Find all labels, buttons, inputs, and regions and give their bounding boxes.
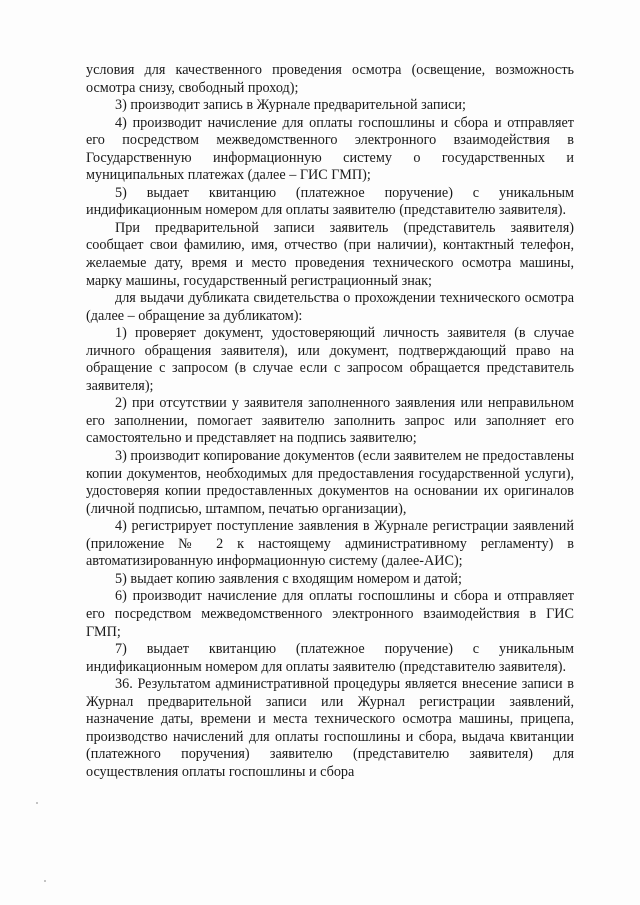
paragraph-dup-item-7: 7) выдает квитанцию (платежное поручение) с уникальным индификационным номером для оплаты заявителю (представителю заявителя). <box>86 641 574 675</box>
paragraph-dup-item-1: 1) проверяет документ, удостоверяющий личность заявителя (в случае личного обращения заявителя), или документ, подтверждающий право на обращение с запросом (в случае если с запросом обращается представитель заявителя); <box>86 325 574 394</box>
scan-speck <box>36 802 38 804</box>
paragraph-continuation: условия для качественного проведения осмотра (освещение, возможность осмотра снизу, свободный проход); <box>86 62 574 96</box>
paragraph-preregistration: При предварительной записи заявитель (представитель заявителя) сообщает свои фамилию, имя, отчество (при наличии), контактный телефон, желаемые дату, время и место проведения технического осмотра машины, марку машины, государственный регистрационный знак; <box>86 219 574 289</box>
paragraph-dup-item-2: 2) при отсутствии у заявителя заполненного заявления или неправильном его заполнении, помогает заявителю заполнить запрос или заполняет его самостоятельно и представляет на подпись заявителю; <box>86 395 574 447</box>
paragraph-dup-item-5: 5) выдает копию заявления с входящим номером и датой; <box>115 570 462 587</box>
paragraph-item-4-charge: 4) производит начисление для оплаты госпошлины и сбора и отправляет его посредством межведомственного электронного взаимодействия в Государственную информационную систему о государственных и муниципальных платежах (далее – ГИС ГМП); <box>86 114 574 184</box>
scan-speck <box>44 880 46 882</box>
paragraph-duplicate-intro: для выдачи дубликата свидетельства о прохождении технического осмотра (далее – обращение за дубликатом): <box>86 290 574 324</box>
paragraph-item-3-record: 3) производит запись в Журнале предварительной записи; <box>115 97 466 114</box>
paragraph-dup-item-6: 6) производит начисление для оплаты госпошлины и сбора и отправляет его посредством межведомственного электронного взаимодействия в ГИС ГМП; <box>86 588 574 640</box>
paragraph-dup-item-3: 3) производит копирование документов (если заявителем не предоставлены копии документов, необходимых для предоставления государственной услуги), удостоверяя копии предоставленных документов на основании их оригиналов (личной подписью, штампом, печатью организации), <box>86 448 574 517</box>
paragraph-item-5-receipt: 5) выдает квитанцию (платежное поручение) с уникальным индификационным номером для оплаты заявителю (представителю заявителя). <box>86 184 574 219</box>
paragraph-36-result: 36. Результатом административной процедуры является внесение записи в Журнал предварительной записи или Журнал регистрации заявлений, назначение даты, времени и места технического осмотра машины, прицепа, производство начислений для оплаты госпошлины и сбора, выдача квитанции (платежного поручения) заявителю (представителю заявителя) для осуществления оплаты госпошлины и сбора <box>86 676 574 780</box>
paragraph-dup-item-4: 4) регистрирует поступление заявления в Журнале регистрации заявлений (приложение № 2 к настоящему административному регламенту) в автоматизированную информационную систему (далее-АИС); <box>86 518 574 570</box>
document-body <box>86 62 574 781</box>
